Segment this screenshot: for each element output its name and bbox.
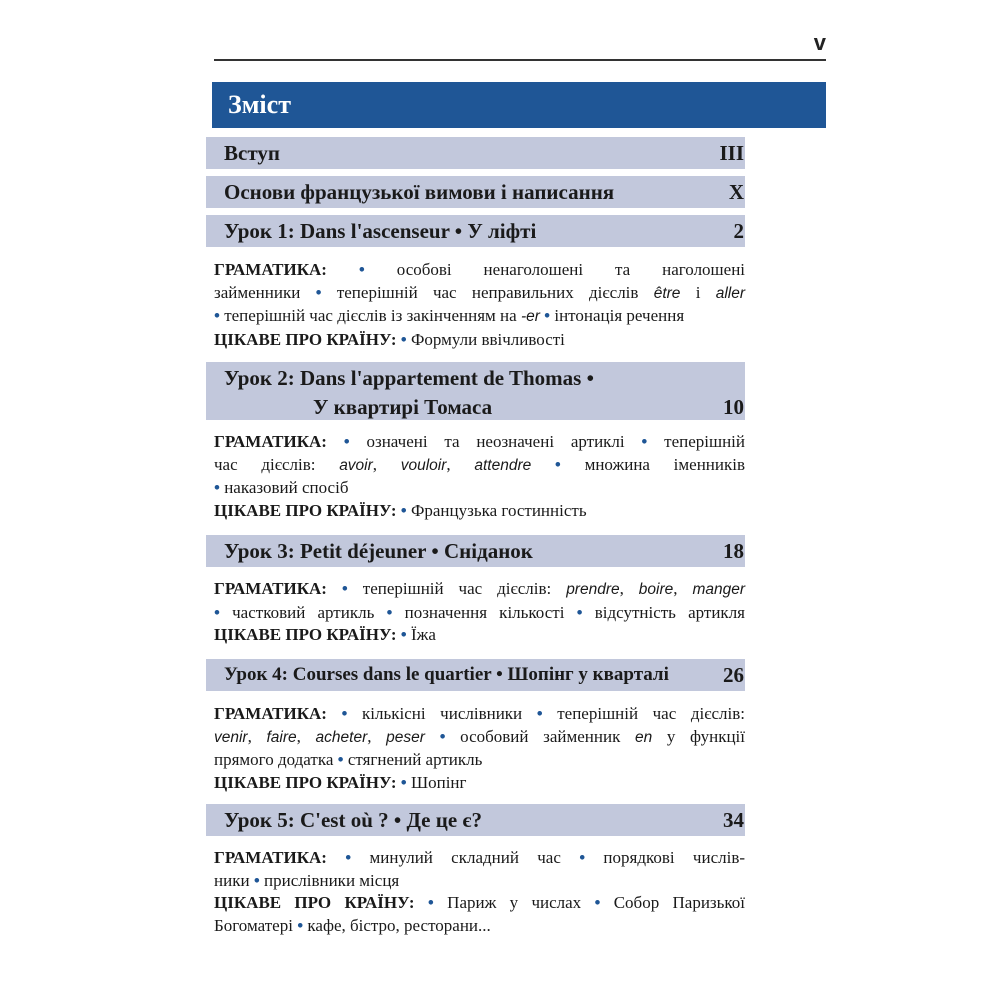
toc-entry-lesson-1[interactable] [206,215,745,247]
toc-entry-title: Основи французької вимови і написання [224,180,615,204]
grammar-line: ГРАМАТИКА: • означені та неозначені артиклі • теперішній [214,432,746,451]
grammar-line: ГРАМАТИКА: • теперішній час дієслів: prendre, boire, manger [214,579,745,598]
toc-title: Зміст [228,90,291,119]
culture-text: Французька гостинність [410,500,587,520]
lesson-page: 26 [723,663,744,687]
grammar-label: ГРАМАТИКА: [214,260,327,279]
grammar-text: теперішній час дієслів: prendre, boire, manger [362,579,745,598]
page-number: v [813,30,826,55]
toc-title-banner [212,82,826,128]
grammar-line: • наказовий спосіб [214,478,349,497]
toc-entry-page: X [728,180,744,204]
culture-label: ЦІКАВЕ ПРО КРАЇНУ: [214,625,397,644]
lesson-1-description [214,259,745,351]
culture-text: Шопінг [410,772,467,792]
culture-text: Париж у числах • Собор Паризької [447,893,746,912]
grammar-label: ГРАМАТИКА: [214,432,327,451]
grammar-text: означені та неозначені артиклі • теперішній [366,432,746,451]
toc-entry-title: Вступ [224,141,280,165]
lesson-title: Урок 4: Courses dans le quartier • Шопінг у кварталі [224,664,669,685]
lesson-title-line-2: У квартирі Томаса [313,395,493,419]
grammar-line: ники • прислівники місця [214,870,400,890]
lesson-title: Урок 3: Petit déjeuner • Сніданок [224,539,533,563]
culture-line: ЦІКАВЕ ПРО КРАЇНУ: • Формули ввічливості [214,329,565,349]
toc-entry-pronunciation[interactable] [206,176,745,208]
toc-entry-lesson-4[interactable] [206,659,745,691]
lesson-title: Урок 5: C'est où ? • Де це є? [224,808,482,832]
grammar-line: займенники • теперішній час неправильних дієслів être і aller [214,282,746,302]
grammar-label: ГРАМАТИКА: [214,579,327,598]
culture-text: Формули ввічливості [410,329,565,349]
grammar-line: прямого додатка • стягнений артикль [214,750,483,769]
lesson-title: Урок 2: Dans l'appartement de Thomas • [224,366,594,390]
culture-line: Богоматері • кафе, бістро, ресторани... [214,915,491,935]
lesson-title: Урок 1: Dans l'ascenseur • У ліфті [224,219,537,243]
grammar-line: час дієслів: avoir, vouloir, attendre • множина іменників [214,454,745,474]
lesson-4-description [214,703,745,794]
toc-entry-page: III [719,141,744,165]
culture-label: ЦІКАВЕ ПРО КРАЇНУ: [214,329,397,349]
toc-entry-intro[interactable] [206,137,745,169]
lesson-page: 18 [723,539,744,563]
culture-line: ЦІКАВЕ ПРО КРАЇНУ: • Французька гостинність [214,500,587,520]
lesson-3-description [214,578,745,647]
grammar-line: ГРАМАТИКА: • минулий складний час • порядкові числів- [214,848,746,867]
grammar-text: минулий складний час • порядкові числів- [369,848,746,867]
culture-line: ЦІКАВЕ ПРО КРАЇНУ: • Шопінг [214,772,467,792]
toc-entry-lesson-2[interactable] [206,362,745,420]
grammar-text: особові ненаголошені та наголошені [396,260,746,279]
toc-entry-lesson-3[interactable] [206,535,745,567]
grammar-line: • теперішній час дієслів із закінченням на -er • інтонація речення [214,306,685,325]
grammar-label: ГРАМАТИКА: [214,704,327,723]
grammar-line: venir, faire, acheter, peser • особовий займенник en у функції [214,726,746,746]
culture-line: ЦІКАВЕ ПРО КРАЇНУ: • Їжа [214,625,436,644]
grammar-line: ГРАМАТИКА: • кількісні числівники • теперішній час дієслів: [214,704,746,723]
lesson-5-description [214,847,745,937]
toc-entry-lesson-5[interactable] [206,804,745,836]
lesson-page: 2 [733,219,744,243]
culture-label: ЦІКАВЕ ПРО КРАЇНУ: [214,500,397,520]
culture-text: Їжа [410,625,436,644]
culture-label: ЦІКАВЕ ПРО КРАЇНУ: [214,772,397,792]
lesson-page: 10 [723,395,744,419]
grammar-line: ГРАМАТИКА: • особові ненаголошені та наголошені [214,260,746,279]
grammar-label: ГРАМАТИКА: [214,848,327,867]
header-rule [214,59,826,61]
culture-line: ЦІКАВЕ ПРО КРАЇНУ: • Париж у числах • Собор Паризької [214,893,746,912]
grammar-text: кількісні числівники • теперішній час дієслів: [362,704,746,723]
culture-label: ЦІКАВЕ ПРО КРАЇНУ: [214,893,415,912]
lesson-page: 34 [723,808,744,832]
grammar-line: • частковий артикль • позначення кількості • відсутність артикля [214,602,745,622]
lesson-2-description [214,431,745,522]
